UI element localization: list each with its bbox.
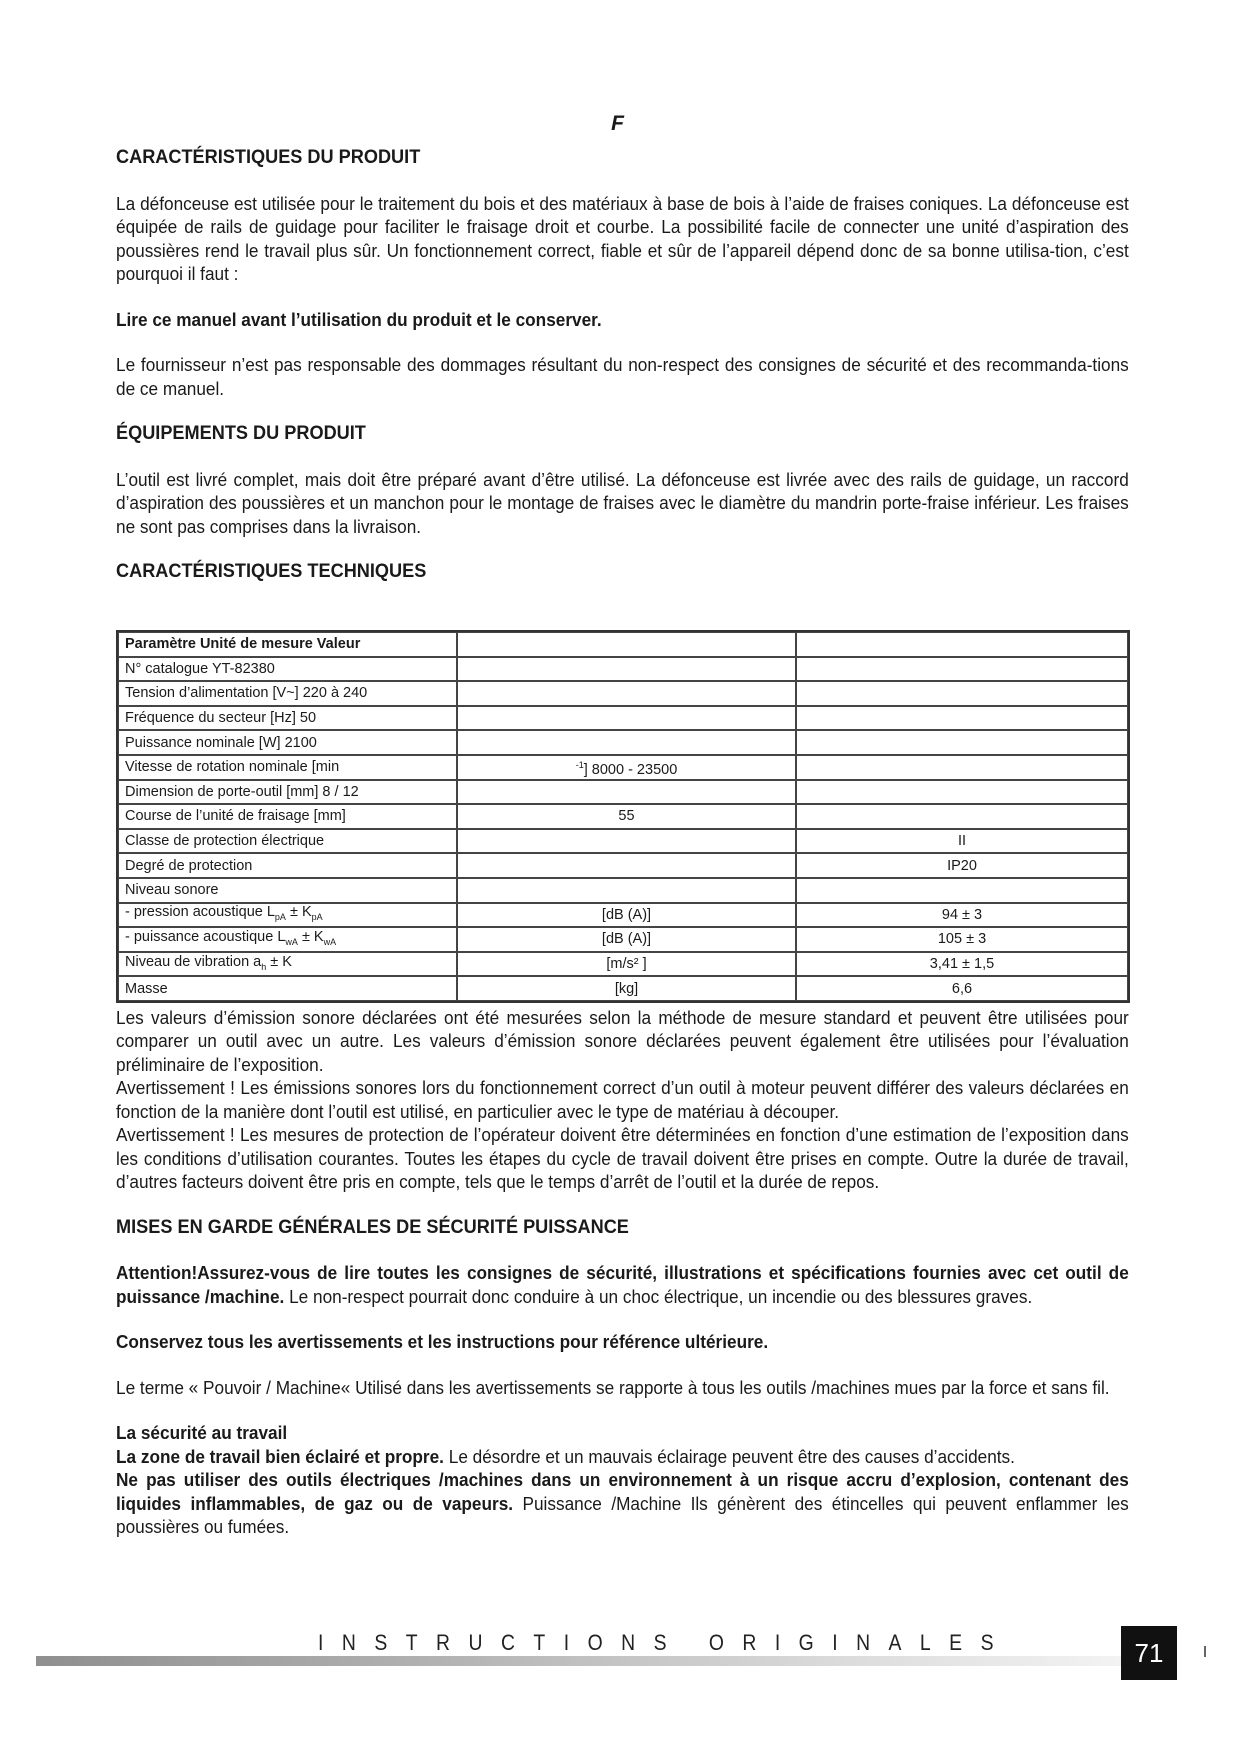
table-cell-parameter: Masse (118, 976, 457, 1001)
table-cell-unit: [dB (A)] (457, 903, 796, 928)
table-row (118, 829, 1128, 854)
table-row (118, 853, 1128, 878)
safety-attention-bold: Attention!Assurez-vous de lire toutes les consignes de sécurité, illustrations et spécifications fournies avec cet outil de puissance /machine. (116, 1262, 1129, 1307)
heading-technical-characteristics: CARACTÉRISTIQUES TECHNIQUES (116, 560, 427, 582)
table-header-cell (796, 632, 1128, 657)
table-cell-unit (457, 706, 796, 731)
safety-attention-rest: Le non-respect pourrait donc conduire à un choc électrique, un incendie ou des blessures graves. (284, 1285, 1033, 1307)
param-text: - pression acoustique L (125, 904, 275, 921)
table-cell-unit (457, 730, 796, 755)
table-header-cell (457, 632, 796, 657)
param-text: ± K (297, 928, 324, 945)
table-cell-parameter: Dimension de porte-outil [mm] 8 / 12 (118, 780, 457, 805)
technical-specs-table (118, 632, 1128, 1001)
param-text: ± K (285, 904, 312, 921)
table-cell-unit: [m/s² ] (457, 952, 796, 977)
table-row (118, 927, 1128, 952)
table-row (118, 952, 1128, 977)
table-cell-parameter: Vitesse de rotation nominale [min (118, 755, 457, 780)
table-cell-unit (457, 681, 796, 706)
heading-product-characteristics: CARACTÉRISTIQUES DU PRODUIT (116, 146, 421, 168)
table-cell-parameter: Classe de protection électrique (118, 829, 457, 854)
language-marker: F (611, 112, 624, 135)
table-cell-value (796, 878, 1128, 903)
table-cell-value (796, 755, 1128, 780)
exponent-label: -1 (575, 759, 584, 770)
heading-product-equipment: ÉQUIPEMENTS DU PRODUIT (116, 422, 366, 444)
table-cell-parameter (118, 952, 457, 977)
table-cell-value (796, 730, 1128, 755)
equipment-description: L’outil est livré complet, mais doit être préparé avant d’être utilisé. La défonceuse est livrée avec des rails de guidage, un raccord d’aspiration des poussières et un manchon pour le montage de fraises avec le diamètre du mandrin porte-fraise inférieur. Les fraises ne sont pas comprises dans la livraison. (116, 468, 1129, 537)
emissions-paragraph-1: Les valeurs d’émission sonore déclarées ont été mesurées selon la méthode de mesure standard et peuvent être utilisées pour comparer un outil avec un autre. Les valeurs d’émission sonore déclarées peuvent également être utilisées pour l’évaluation préliminaire de l’exposition. (116, 1006, 1129, 1075)
table-cell-unit (457, 780, 796, 805)
rotation-speed-value: ] 8000 - 23500 (583, 761, 678, 778)
table-cell-value: 3,41 ± 1,5 (796, 952, 1128, 977)
table-cell-parameter: Fréquence du secteur [Hz] 50 (118, 706, 457, 731)
table-cell-value (796, 706, 1128, 731)
table-cell-parameter: Course de l’unité de fraisage [mm] (118, 804, 457, 829)
table-row (118, 903, 1128, 928)
table-row (118, 657, 1128, 682)
table-cell-unit (457, 853, 796, 878)
edge-tick-mark (1204, 1646, 1206, 1657)
product-description: La défonceuse est utilisée pour le traitement du bois et des matériaux à base de bois à l’aide de fraises coniques. La défonceuse est équipée de rails de guidage pour faciliter le fraisage droit et courbe. La possibilité facile de connecter une unité d’aspiration des poussières rend le travail plus sûr. Un fonctionnement correct, fiable et sûr de l’appareil dépend donc de sa bonne utilisa-tion, c’est pourquoi il faut : (116, 192, 1129, 284)
keep-warnings-note: Conservez tous les avertissements et les instructions pour référence ultérieure. (116, 1331, 769, 1352)
subscript-label: pA (311, 912, 323, 923)
explosion-bold: Ne pas utiliser des outils électriques /machines dans un environnement à un risque accru d’explosion, contenant des liquides inflammables, de gaz ou de vapeurs. (116, 1469, 1129, 1514)
param-text: - puissance acoustique L (125, 928, 286, 945)
table-row (118, 878, 1128, 903)
table-cell-value: 6,6 (796, 976, 1128, 1001)
table-cell-unit (457, 755, 796, 780)
subscript-label: wA (323, 936, 337, 947)
table-cell-unit: [kg] (457, 976, 796, 1001)
table-cell-parameter: Tension d’alimentation [V~] 220 à 240 (118, 681, 457, 706)
page-number-badge: 71 (1121, 1626, 1177, 1680)
table-row (118, 755, 1128, 780)
table-cell-value: II (796, 829, 1128, 854)
param-text: Niveau de vibration a (125, 953, 262, 970)
table-cell-parameter: Niveau sonore (118, 878, 457, 903)
read-manual-note: Lire ce manuel avant l’utilisation du produit et le conserver. (116, 308, 602, 330)
table-header-row (118, 632, 1128, 657)
table-cell-value (796, 804, 1128, 829)
table-cell-unit: 55 (457, 804, 796, 829)
subscript-label: wA (285, 936, 298, 947)
table-cell-value: 105 ± 3 (796, 927, 1128, 952)
term-definition: Le terme « Pouvoir / Machine« Utilisé dans les avertissements se rapporte à tous les outils /machines mues par la force et sans fil. (116, 1376, 1110, 1398)
subscript-label: pA (274, 912, 286, 923)
emissions-warning-1: Avertissement ! Les émissions sonores lors du fonctionnement correct d’un outil à moteur peuvent différer des valeurs déclarées en fonction de la manière dont l’outil est utilisé, en particulier avec le type de matériau à découper. (116, 1077, 1129, 1122)
table-row (118, 681, 1128, 706)
table-row (118, 804, 1128, 829)
param-text: ± K (266, 953, 292, 970)
footer-gradient-bar (36, 1656, 1121, 1666)
table-cell-parameter: Degré de protection (118, 853, 457, 878)
table-cell-unit (457, 829, 796, 854)
table-cell-value (796, 657, 1128, 682)
work-zone-bold: La zone de travail bien éclairé et propre. (116, 1445, 444, 1467)
heading-general-safety: MISES EN GARDE GÉNÉRALES DE SÉCURITÉ PUISSANCE (116, 1215, 629, 1238)
table-cell-unit (457, 878, 796, 903)
explosion-paragraph (116, 1468, 1129, 1539)
table-cell-unit (457, 657, 796, 682)
emissions-warning-2: Avertissement ! Les mesures de protection de l’opérateur doivent être déterminées en fonction d’une estimation de l’exposition dans les conditions d’utilisation courantes. Toutes les étapes du cycle de travail doivent être prises en compte. Outre la durée de travail, d’autres facteurs doivent être pris en compte, tels que le temps d’arrêt de l’outil et la durée de repos. (116, 1124, 1129, 1192)
table-row (118, 976, 1128, 1001)
safety-attention-paragraph (116, 1261, 1129, 1308)
table-row (118, 730, 1128, 755)
footer-instructions-label: INSTRUCTIONS ORIGINALES (318, 1630, 1012, 1655)
table-cell-value: IP20 (796, 853, 1128, 878)
table-row (118, 706, 1128, 731)
table-cell-parameter (118, 927, 457, 952)
table-cell-parameter: Puissance nominale [W] 2100 (118, 730, 457, 755)
table-cell-value: 94 ± 3 (796, 903, 1128, 928)
heading-work-safety: La sécurité au travail (116, 1422, 288, 1443)
table-cell-value (796, 681, 1128, 706)
subscript-label: h (261, 961, 267, 972)
work-zone-rest: Le désordre et un mauvais éclairage peuvent être des causes d’accidents. (443, 1445, 1015, 1467)
table-cell-parameter: N° catalogue YT-82380 (118, 657, 457, 682)
table-header-cell: Paramètre Unité de mesure Valeur (118, 632, 457, 657)
work-zone-paragraph (116, 1445, 1129, 1469)
supplier-liability-note: Le fournisseur n’est pas responsable des dommages résultant du non-respect des consignes de sécurité et des recommanda-tions de ce manuel. (116, 354, 1129, 399)
table-cell-parameter (118, 903, 457, 928)
table-row (118, 780, 1128, 805)
table-cell-value (796, 780, 1128, 805)
table-cell-unit: [dB (A)] (457, 927, 796, 952)
technical-specs-table-frame (116, 630, 1130, 1003)
explosion-rest: Puissance /Machine Ils génèrent des étincelles qui peuvent enflammer les poussières ou fumées. (116, 1492, 1129, 1537)
